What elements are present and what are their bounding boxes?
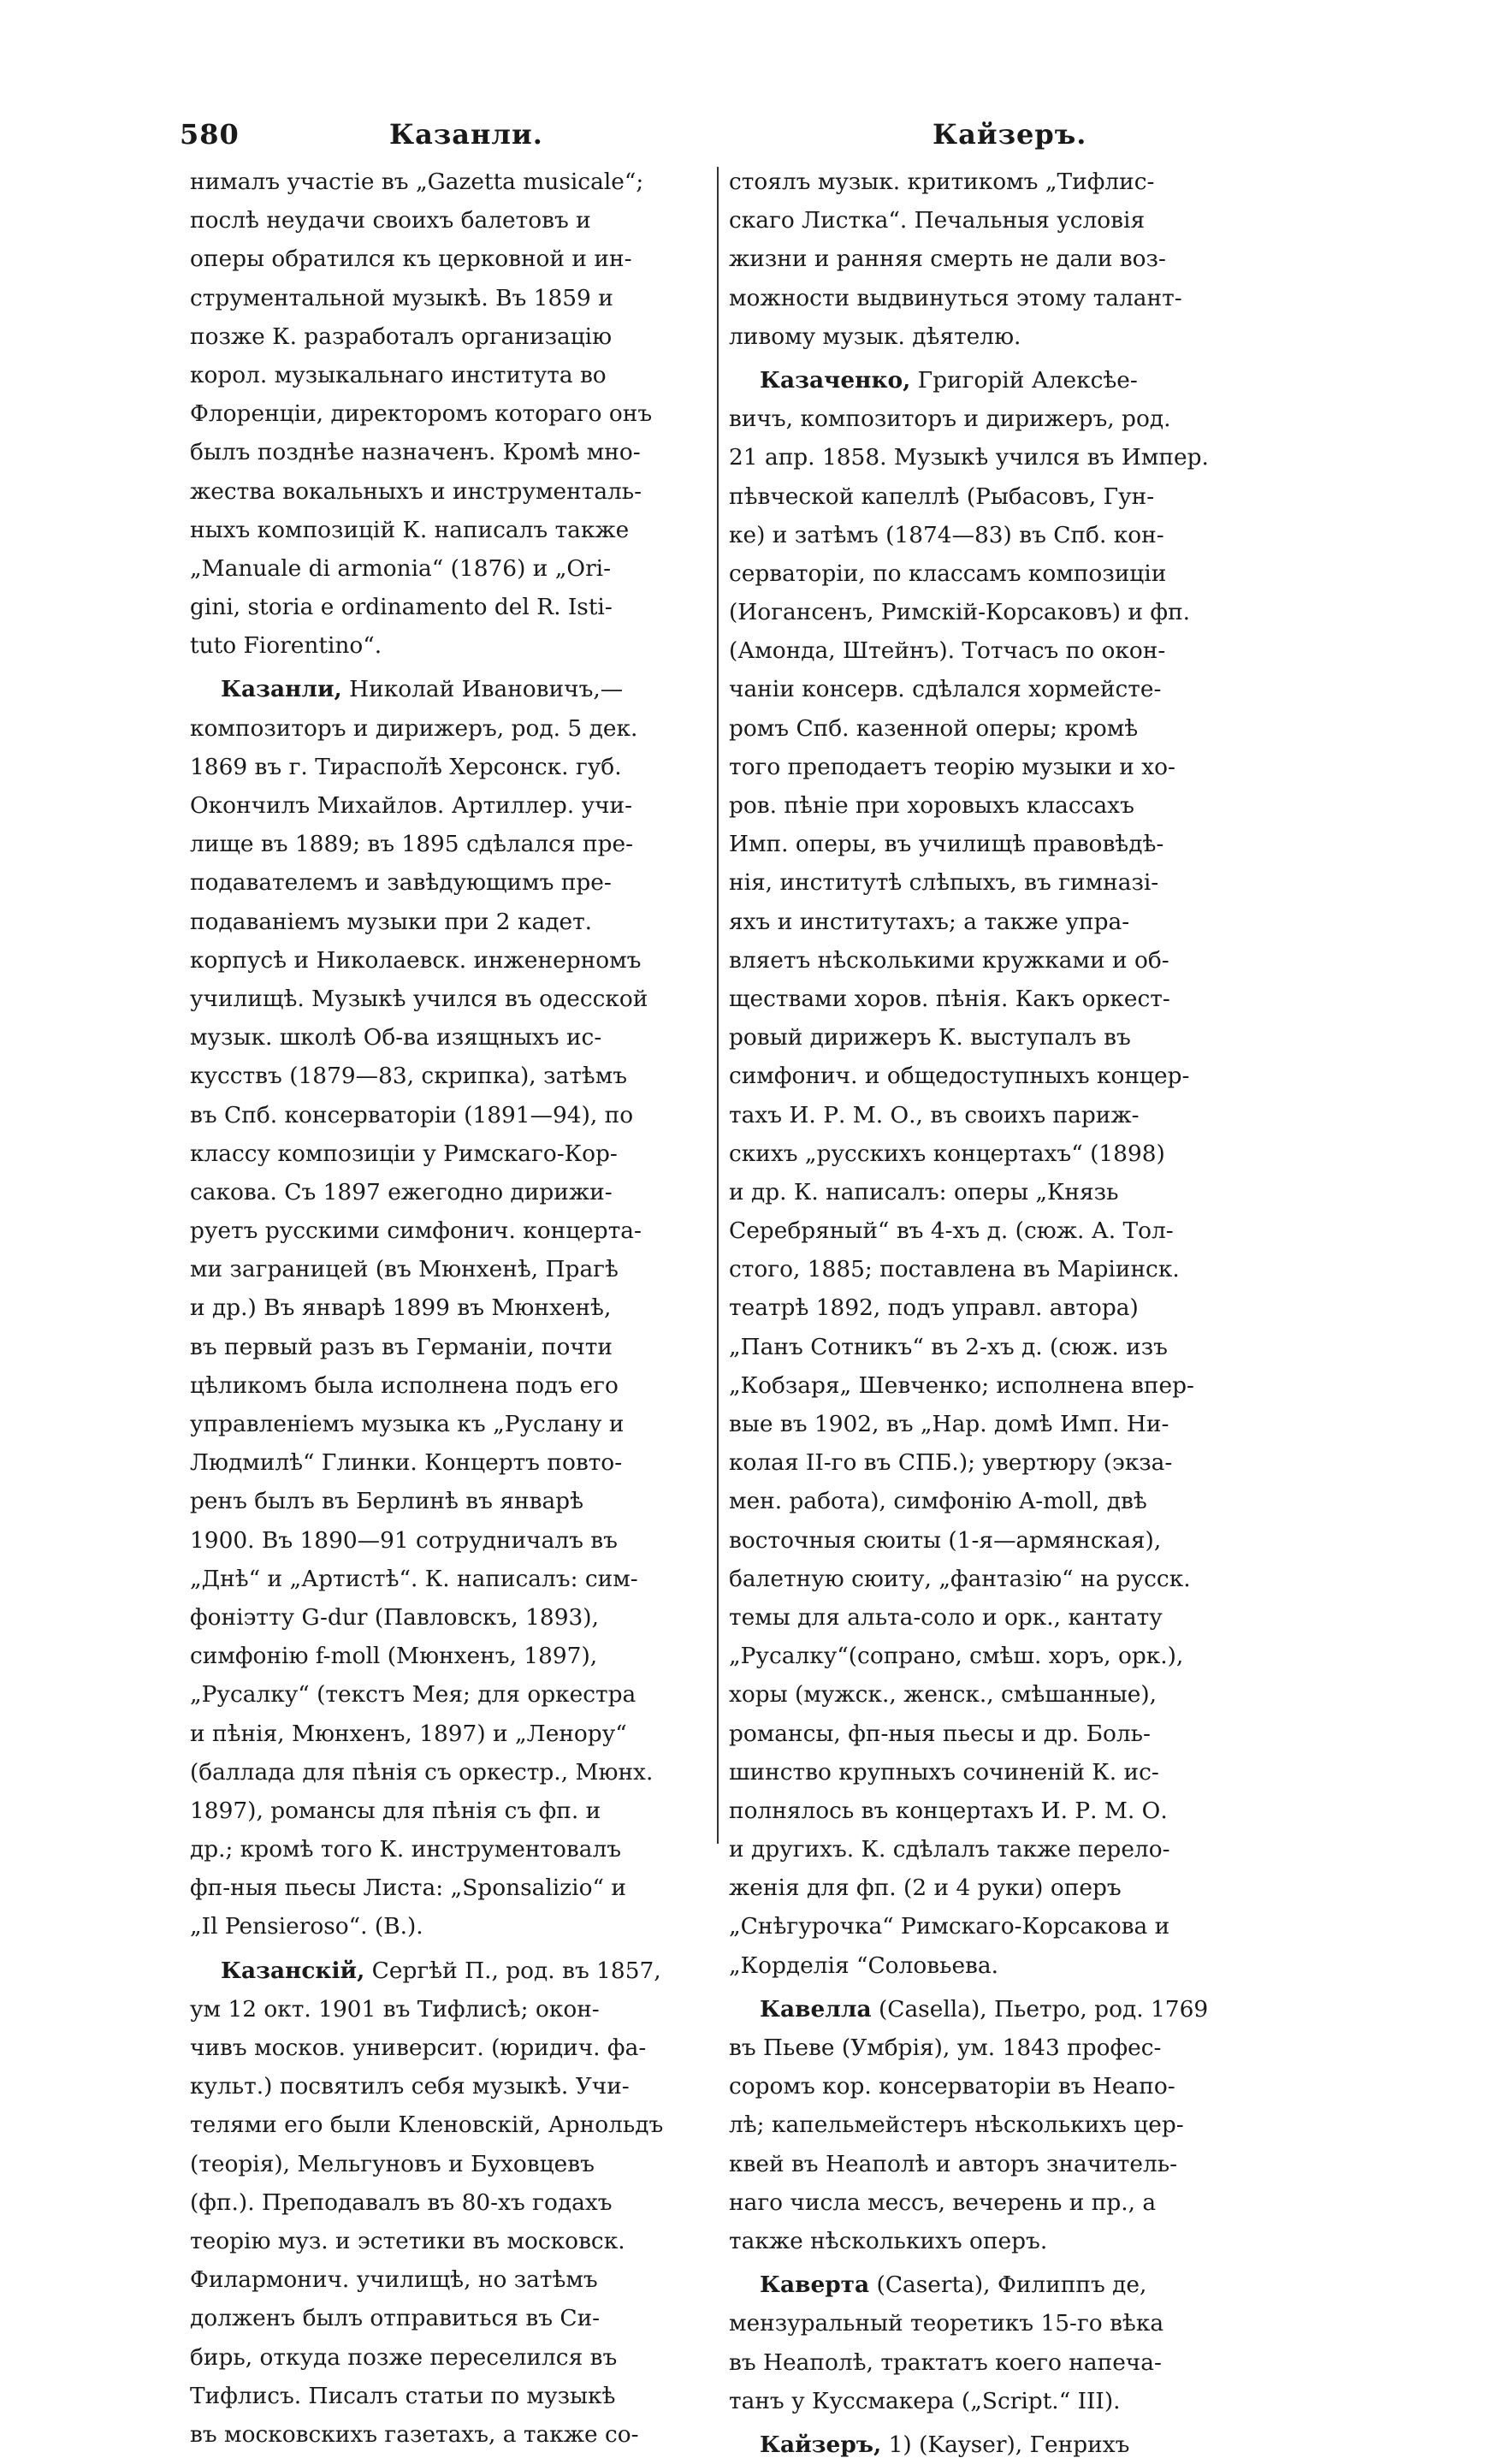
text-line [190, 279, 712, 317]
line-text: лище въ 1889; въ 1895 сдѣлался пре- [190, 831, 634, 858]
line-text: и др.) Въ январѣ 1899 въ Мюнхенѣ, [190, 1294, 612, 1322]
line-text: также нѣсколькихъ оперъ. [729, 2227, 1048, 2254]
line-text: мензуральный теоретикъ 15-го вѣка [729, 2310, 1164, 2337]
text-line [190, 163, 712, 201]
text-line [729, 400, 1251, 438]
text-line [729, 240, 1251, 278]
text-line [729, 438, 1251, 477]
text-line [729, 1096, 1251, 1134]
text-line [190, 1134, 712, 1173]
line-text: чивъ москов. университ. (юридич. фа- [190, 2035, 647, 2061]
line-text: пѣвческой капеллѣ (Рыбасовъ, Гун- [729, 483, 1155, 510]
text-line [729, 1675, 1251, 1714]
text-line [190, 863, 712, 902]
line-text: восточныя сюиты (1-я—армянская), [729, 1526, 1162, 1554]
text-line [729, 941, 1251, 980]
text-line [729, 477, 1251, 516]
line-text: лѣ; капельмейстеръ нѣсколькихъ цер- [729, 2112, 1184, 2139]
text-line [190, 1018, 712, 1057]
text-line [729, 1018, 1251, 1057]
line-text: ренъ былъ въ Берлинѣ въ январѣ [190, 1488, 583, 1515]
text-line [729, 825, 1251, 863]
line-text: ми заграницей (въ Мюнхенѣ, Прагѣ [190, 1256, 619, 1283]
line-text: „Кобзаря„ Шевченко; исполнена впер- [729, 1371, 1194, 1399]
line-text: подавателемъ и завѣдующимъ пре- [190, 869, 612, 897]
text-line [729, 1328, 1251, 1366]
line-text: ромъ Спб. казенной оперы; кромѣ [729, 714, 1139, 742]
text-line [729, 980, 1251, 1018]
text-line [190, 1482, 712, 1520]
text-line [729, 2145, 1251, 2183]
line-text: 1897), романсы для пѣнія съ фп. и [190, 1797, 601, 1824]
text-line [190, 2029, 712, 2067]
text-line [729, 516, 1251, 554]
line-text: нія, институтѣ слѣпыхъ, въ гимназі- [729, 869, 1159, 897]
text-line [190, 549, 712, 588]
line-text: оперы обратился къ церковной и ин- [190, 246, 632, 273]
line-text: цѣликомъ была исполнена подъ его [190, 1371, 619, 1399]
text-line [190, 356, 712, 394]
text-line [729, 2067, 1251, 2106]
text-line [729, 2183, 1251, 2222]
line-text: балетную сюиту, „фантазію“ на русск. [729, 1565, 1191, 1592]
text-line [729, 670, 1251, 708]
line-text: „Корделія “Соловьева. [729, 1952, 999, 1979]
line-text: жества вокальныхъ и инструменталь- [190, 477, 642, 505]
line-text: „Днѣ“ и „Артистѣ“. К. написалъ: сим- [190, 1565, 638, 1592]
entry-headword: Кайзеръ, [760, 2431, 882, 2458]
entry-headword: Каверта [760, 2272, 870, 2299]
text-line [729, 709, 1251, 748]
line-text: можности выдвинуться этому талант- [729, 284, 1182, 311]
line-text: ныхъ композицій К. написалъ также [190, 516, 630, 543]
text-line [190, 1990, 712, 2029]
line-text: вые въ 1902, въ „Нар. домѣ Имп. Ни- [729, 1411, 1169, 1437]
line-text: танъ у Куссмакера („Script.“ III). [729, 2387, 1121, 2414]
text-line [190, 626, 712, 665]
text-line [190, 1792, 712, 1830]
text-line [729, 317, 1251, 356]
entry-start-line [729, 2426, 1251, 2464]
line-text: 1869 въ г. Тираспол̆ѣ Херсонск. губ. [190, 753, 622, 780]
text-line [190, 1211, 712, 1250]
line-text: Филармонич. училищѣ, но затѣмъ [190, 2266, 598, 2294]
line-text: (теорія), Мельгуновъ и Буховцевъ [190, 2150, 595, 2177]
text-line [729, 1173, 1251, 1211]
right-column [729, 163, 1251, 2464]
text-line [729, 2029, 1251, 2067]
line-text: долженъ былъ отправиться въ Си- [190, 2305, 601, 2332]
line-text: корпусѣ и Николаевск. инженерномъ [190, 946, 642, 974]
text-line [190, 1328, 712, 1366]
line-text: и др. К. написалъ: оперы „Князь [729, 1178, 1119, 1205]
line-text: классу композиціи у Римскаго-Кор- [190, 1140, 618, 1167]
line-text: (баллада для пѣнія съ оркестр., Мюнх. [190, 1758, 654, 1786]
line-text: корол. музыкальнаго института во [190, 361, 607, 388]
line-text: tuto Fiorentino“. [190, 632, 382, 660]
line-text: наго числа мессъ, вечерень и пр., а [729, 2189, 1157, 2216]
line-text: и пѣнія, Мюнхенъ, 1897) и „Ленору“ [190, 1720, 627, 1747]
line-text: женія для фп. (2 и 4 руки) оперъ [729, 1875, 1122, 1902]
entry-start-line [729, 2266, 1251, 2304]
text-line [729, 1211, 1251, 1250]
line-text: фоніэтту G-dur (Павловскъ, 1893), [190, 1603, 599, 1631]
line-text: ществами хоров. пѣнія. Какъ оркест- [729, 985, 1170, 1012]
line-text: „Снѣгурочка“ Римскаго-Корсакова и [729, 1913, 1170, 1940]
line-text: (Casella), Пьетро, род. 1769 [871, 1995, 1209, 2023]
text-line [729, 2343, 1251, 2382]
line-text: шинство крупныхъ сочиненій К. ис- [729, 1758, 1159, 1786]
line-text: яхъ и институтахъ; а также упра- [729, 908, 1130, 935]
line-text: симфонію f-moll (Мюнхенъ, 1897), [190, 1643, 598, 1670]
line-text: скаго Листка“. Печальныя условія [729, 207, 1146, 234]
line-text: (Амонда, Штейнъ). Тотчасъ по окон- [729, 637, 1166, 665]
text-line [729, 593, 1251, 631]
line-text: училищѣ. Музыкѣ учился въ одесской [190, 985, 648, 1012]
line-text: стоялъ музык. критикомъ „Тифлис- [729, 169, 1155, 195]
line-text: вляетъ нѣсколькими кружками и об- [729, 946, 1169, 974]
text-line [190, 394, 712, 433]
line-text: послѣ неудачи своихъ балетовъ и [190, 207, 591, 234]
text-line [729, 1482, 1251, 1520]
text-line [729, 748, 1251, 786]
line-text: (Иогансенъ, Римскій-Корсаковъ) и фп. [729, 599, 1191, 626]
text-line [190, 1521, 712, 1560]
page-number: 580 [180, 118, 240, 151]
text-line [729, 201, 1251, 240]
text-line [190, 201, 712, 240]
text-line [729, 1057, 1251, 1095]
line-text: Людмилѣ“ Глинки. Концертъ повто- [190, 1449, 623, 1477]
line-text: теорію муз. и эстетики въ московск. [190, 2227, 625, 2254]
line-text: темы для альта-соло и орк., кантату [729, 1603, 1163, 1631]
text-line [190, 1096, 712, 1134]
line-text: бирь, откуда позже переселился въ [190, 2343, 618, 2371]
page-header [180, 118, 1249, 169]
text-line [729, 1288, 1251, 1327]
line-text: ум 12 окт. 1901 въ Тифлисѣ; окон- [190, 1995, 600, 2023]
line-text: „Русалку“ (текстъ Мея; для оркестра [190, 1681, 636, 1709]
line-text: былъ позднѣе назначенъ. Кромѣ мно- [190, 439, 641, 466]
text-line [190, 2299, 712, 2337]
text-line [190, 2415, 712, 2454]
entry-start-line [729, 361, 1251, 400]
text-line [190, 2106, 712, 2144]
text-line [729, 1715, 1251, 1753]
entry-start-line [190, 1952, 712, 1990]
text-line [190, 1598, 712, 1637]
left-column [190, 163, 712, 2454]
line-text: скихъ „русскихъ концертахъ“ (1898) [729, 1140, 1165, 1167]
text-line [190, 588, 712, 626]
text-line [729, 1443, 1251, 1482]
text-line [729, 1598, 1251, 1637]
line-text: квей въ Неаполѣ и авторъ значитель- [729, 2150, 1178, 2177]
line-text: Серебряный“ въ 4-хъ д. (сюж. А. Тол- [729, 1217, 1174, 1245]
line-text: ливому музык. дѣятелю. [729, 323, 1021, 350]
text-line [190, 748, 712, 786]
line-text: соромъ кор. консерваторіи въ Неапо- [729, 2073, 1175, 2100]
line-text: и другихъ. К. сдѣлалъ также перело- [729, 1836, 1170, 1863]
text-line [190, 2377, 712, 2415]
text-line [190, 786, 712, 825]
line-text: (Caserta), Филиппъ де, [869, 2272, 1147, 2299]
text-line [729, 554, 1251, 593]
line-text: чаніи консерв. сдѣлался хормейсте- [729, 676, 1162, 703]
line-text: „Панъ Сотникъ“ въ 2-хъ д. (сюж. изъ [729, 1333, 1168, 1360]
text-line [729, 2304, 1251, 2343]
line-text: въ московскихъ газетахъ, а также со- [190, 2420, 639, 2448]
line-text: тахъ И. Р. М. О., въ своихъ париж- [729, 1101, 1140, 1128]
text-line [729, 903, 1251, 941]
text-line [190, 1173, 712, 1211]
text-line [729, 163, 1251, 201]
line-text: 1900. Въ 1890—91 сотрудничалъ въ [190, 1526, 618, 1554]
text-line [729, 1869, 1251, 1907]
text-line [190, 1443, 712, 1482]
text-line [729, 1134, 1251, 1173]
line-text: Окончилъ Михайлов. Артиллер. учи- [190, 792, 633, 819]
text-line [729, 1521, 1251, 1560]
line-text: серваторіи, по классамъ композиціи [729, 560, 1167, 587]
line-text: того преподаетъ теорію музыки и хо- [729, 753, 1175, 780]
text-line [729, 1560, 1251, 1598]
text-line [190, 1366, 712, 1405]
text-line [190, 1715, 712, 1753]
text-line [729, 631, 1251, 670]
text-line [729, 2222, 1251, 2260]
text-line [729, 1907, 1251, 1946]
line-text: 1) (Kayser), Генрихъ [881, 2431, 1130, 2458]
text-line [190, 709, 712, 748]
line-text: руетъ русскими симфонич. концерта- [190, 1217, 642, 1245]
entry-headword: Казанли, [221, 676, 342, 703]
text-line [190, 2067, 712, 2106]
line-text: стого, 1885; поставлена въ Маріинск. [729, 1256, 1180, 1283]
text-line [190, 1057, 712, 1095]
text-line [190, 511, 712, 549]
line-text: Имп. оперы, въ училищѣ правовѣдѣ- [729, 831, 1164, 858]
right-running-head: Кайзеръ. [932, 118, 1087, 151]
entry-headword: Казаченко, [760, 366, 911, 394]
line-text: сакова. Съ 1897 ежегодно дирижи- [190, 1178, 613, 1205]
text-line [190, 903, 712, 941]
line-text: ров. пѣніе при хоровыхъ классахъ [729, 792, 1134, 819]
text-line [729, 279, 1251, 317]
text-line [729, 1637, 1251, 1675]
line-text: мен. работа), симфонію A-moll, двѣ [729, 1488, 1147, 1515]
line-text: романсы, фп-ныя пьесы и др. Боль- [729, 1720, 1151, 1747]
line-text: въ Спб. консерваторіи (1891—94), по [190, 1101, 634, 1128]
line-text: ровый дирижеръ К. выступалъ въ [729, 1024, 1131, 1051]
line-text: телями его были Кленовскій, Арнольдъ [190, 2112, 664, 2139]
text-line [190, 1907, 712, 1946]
entry-start-line [729, 1990, 1251, 2029]
text-line [190, 2222, 712, 2260]
text-line [190, 317, 712, 356]
line-text: колая II-го въ СПБ.); увертюру (экза- [729, 1449, 1173, 1477]
text-line [190, 825, 712, 863]
left-running-head: Казанли. [389, 118, 543, 151]
line-text: „Manuale di armonia“ (1876) и „Ori- [190, 554, 612, 582]
line-text: др.; кромѣ того К. инструментовалъ [190, 1836, 622, 1863]
text-line [729, 786, 1251, 825]
text-line [729, 863, 1251, 902]
text-line [190, 433, 712, 471]
line-text: струментальной музыкѣ. Въ 1859 и [190, 284, 613, 311]
line-text: въ Неаполѣ, трактатъ коего напеча- [729, 2348, 1162, 2376]
text-line [190, 1753, 712, 1792]
line-text: Николай Ивановичъ,— [341, 676, 624, 703]
line-text: симфонич. и общедоступныхъ концер- [729, 1063, 1190, 1090]
line-text: кусствъ (1879—83, скрипка), затѣмъ [190, 1063, 628, 1090]
text-line [729, 1792, 1251, 1830]
text-line [190, 1250, 712, 1288]
line-text: 21 апр. 1858. Музыкѣ учился въ Импер. [729, 444, 1209, 471]
text-line [190, 472, 712, 511]
line-text: полнялось въ концертахъ И. Р. М. О. [729, 1797, 1168, 1824]
text-line [729, 2382, 1251, 2420]
line-text: въ Пьеве (Умбрія), ум. 1843 профес- [729, 2035, 1162, 2061]
text-line [190, 1405, 712, 1443]
line-text: вичъ, композиторъ и дирижеръ, род. [729, 406, 1171, 433]
line-text: Сергѣй П., род. въ 1857, [364, 1957, 661, 1984]
line-text: Григорій Алексѣе- [910, 366, 1138, 394]
text-line [729, 1753, 1251, 1792]
line-text: управленіемъ музыка къ „Руслану и [190, 1411, 625, 1437]
text-line [190, 1560, 712, 1598]
column-divider [717, 167, 719, 1844]
line-text: хоры (мужск., женск., смѣшанные), [729, 1681, 1157, 1709]
entry-headword: Кавелла [760, 1995, 872, 2023]
line-text: Флоренціи, директоромъ котораго онъ [190, 400, 653, 428]
text-line [729, 2106, 1251, 2144]
line-text: музык. школѣ Об-ва изящныхъ ис- [190, 1024, 602, 1051]
line-text: Тифлисъ. Писалъ статьи по музыкѣ [190, 2382, 616, 2409]
line-text: ке) и затѣмъ (1874—83) въ Спб. кон- [729, 521, 1164, 548]
line-text: жизни и ранняя смерть не дали воз- [729, 246, 1166, 273]
text-line [190, 1637, 712, 1675]
text-line [190, 1869, 712, 1907]
entry-headword: Казанскій, [221, 1957, 365, 1984]
line-text: фп-ныя пьесы Листа: „Sponsalizio“ и [190, 1875, 626, 1902]
line-text: gini, storia e ordinamento del R. Isti- [190, 594, 613, 621]
text-line [729, 1946, 1251, 1985]
text-line [729, 1405, 1251, 1443]
text-line [190, 1288, 712, 1327]
line-text: культ.) посвятилъ себя музыкѣ. Учи- [190, 2073, 630, 2100]
text-line [190, 941, 712, 980]
line-text: подаваніемъ музыки при 2 кадет. [190, 908, 593, 935]
text-line [729, 1830, 1251, 1869]
line-text: нималъ участіе въ „Gazetta musicale“; [190, 169, 644, 195]
text-line [190, 980, 712, 1018]
text-line [190, 2145, 712, 2183]
line-text: театрѣ 1892, подъ управл. автора) [729, 1294, 1139, 1322]
line-text: позже К. разработалъ организацію [190, 323, 613, 350]
text-line [190, 240, 712, 278]
text-line [190, 2338, 712, 2377]
text-line [190, 1675, 712, 1714]
text-line [729, 1366, 1251, 1405]
text-line [190, 2183, 712, 2222]
text-line [190, 1830, 712, 1869]
entry-start-line [190, 670, 712, 708]
text-line [190, 2260, 712, 2299]
line-text: въ первый разъ въ Германіи, почти [190, 1333, 613, 1360]
line-text: (фп.). Преподавалъ въ 80-хъ годахъ [190, 2189, 613, 2216]
text-line [729, 1250, 1251, 1288]
line-text: „Il Pensieroso“. (В.). [190, 1913, 423, 1940]
line-text: композиторъ и дирижеръ, род. 5 дек. [190, 714, 638, 742]
line-text: „Русалку“(сопрано, смѣш. хоръ, орк.), [729, 1643, 1184, 1670]
